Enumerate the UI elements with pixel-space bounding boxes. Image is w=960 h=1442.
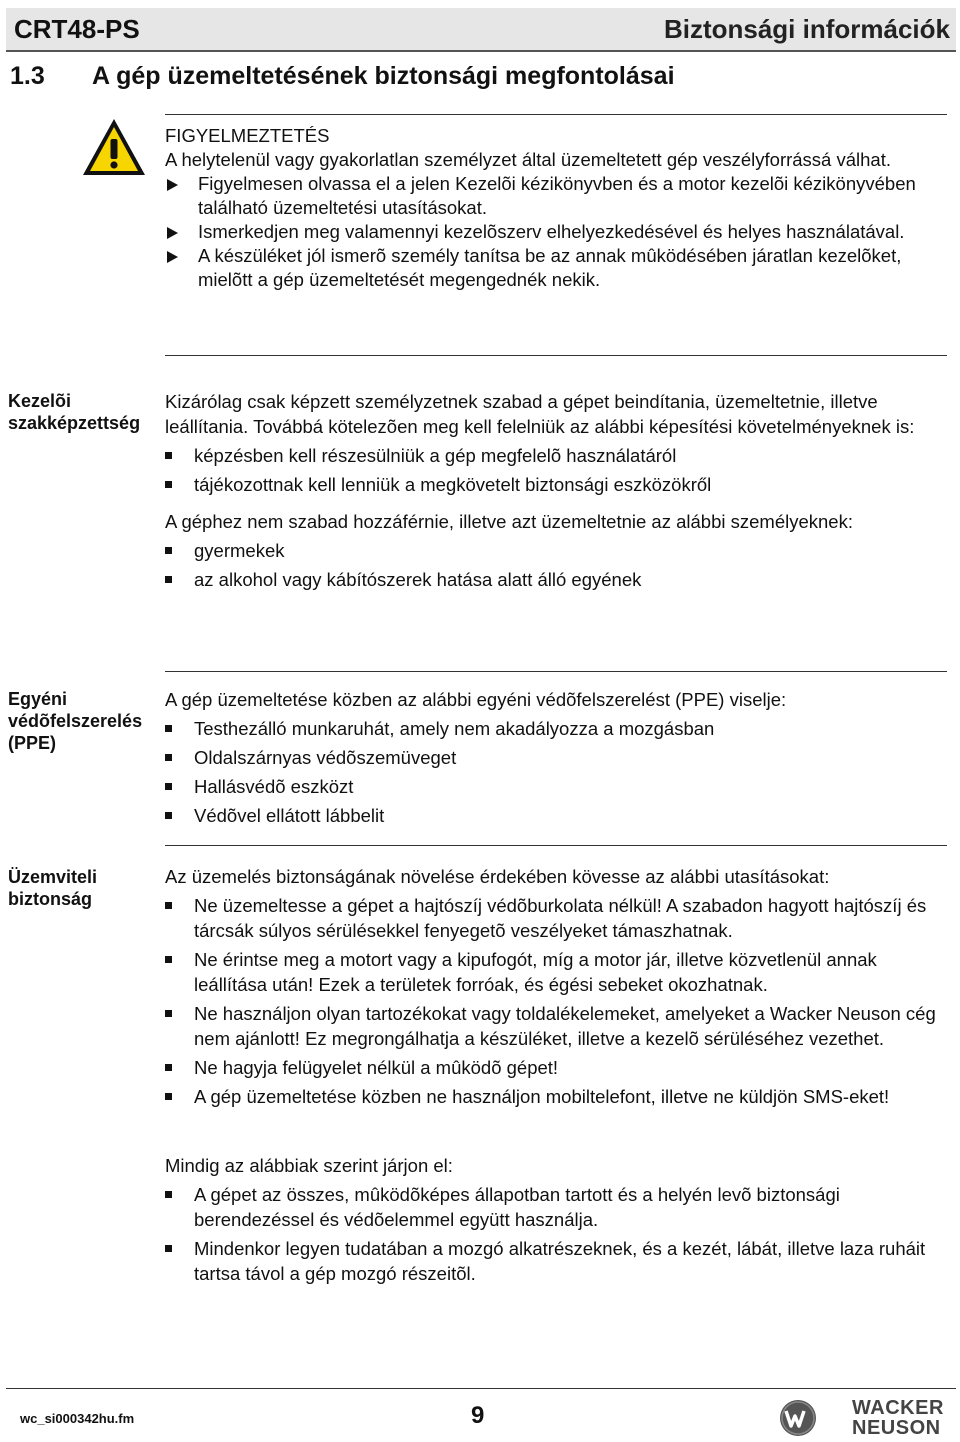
side-label-ppe: Egyéni védõfelszerelés (PPE)	[8, 689, 143, 753]
list-item: Ne érintse meg a motort vagy a kipufogót, míg a motor jár, illetve közvetlenül annak leállítása után! Ezek a területek forróak, és égési sebeket okozhatnak.	[165, 947, 945, 997]
paragraph: Mindig az alábbiak szerint járjon el:	[165, 1155, 453, 1176]
list-item: A gépet az összes, mûködõképes állapotban tartott és a helyén levõ biztonsági berendezéssel és védõelemmel együtt használja.	[165, 1182, 945, 1232]
list-item: gyermekek	[165, 538, 945, 563]
warning-body: A helytelenül vagy gyakorlatlan személyzet által üzemeltetett gép veszélyforrássá válhat.	[165, 149, 891, 170]
logo-word-2: NEUSON	[852, 1417, 941, 1439]
list-item: Oldalszárnyas védõszemüveget	[165, 745, 945, 770]
section-title: A gép üzemeltetésének biztonsági megfontolásai	[92, 62, 675, 90]
operator-training-section	[165, 389, 945, 592]
warning-list	[165, 172, 945, 292]
list-item: Ne használjon olyan tartozékokat vagy toldalékelemeket, amelyeket a Wacker Neuson cég nem ajánlott! Ez megrongálhatja a készüléket, illetve a kezelõ sérüléséhez vezethet.	[165, 1001, 945, 1051]
section-number: 1.3	[10, 62, 45, 90]
model-name: CRT48-PS	[14, 14, 140, 44]
bullet-list	[165, 716, 945, 828]
list-item: Hallásvédõ eszközt	[165, 774, 945, 799]
bullet-list	[165, 538, 945, 592]
logo-wordmark	[852, 1398, 944, 1438]
list-item: az alkohol vagy kábítószerek hatása alatt álló egyének	[165, 567, 945, 592]
list-item: A készüléket jól ismerõ személy tanítsa be az annak mûködésében járatlan kezelõket, mielõtt a gép üzemeltetését megengednék nekik.	[165, 244, 945, 292]
list-item: Mindenkor legyen tudatában a mozgó alkatrészeknek, és a kezét, lábát, illetve laza ruháit tartsa távol a gép mozgó részeitõl.	[165, 1236, 945, 1286]
warning-triangle-icon	[80, 116, 148, 178]
paragraph: A géphez nem szabad hozzáférnie, illetve azt üzemeltetnie az alábbi személyeknek:	[165, 511, 853, 532]
list-item: tájékozottnak kell lenniük a megkövetelt biztonsági eszközökről	[165, 472, 945, 497]
list-item: Ne hagyja felügyelet nélkül a mûködõ gépet!	[165, 1055, 945, 1080]
divider	[165, 114, 947, 115]
list-item: képzésben kell részesülniük a gép megfelelõ használatáról	[165, 443, 945, 468]
brand-logo	[778, 1396, 956, 1440]
list-item: Figyelmesen olvassa el a jelen Kezelõi kézikönyvben és a motor kezelõi kézikönyvében található üzemeltetési utasításokat.	[165, 172, 945, 220]
bullet-list	[165, 893, 945, 1109]
section-heading	[10, 62, 675, 91]
footer-divider	[6, 1388, 956, 1389]
chapter-title: Biztonsági információk	[663, 14, 950, 44]
side-label-operating-safety: Üzemviteli biztonság	[8, 867, 98, 909]
divider	[165, 671, 947, 672]
warning-box	[165, 124, 945, 292]
footer-filename: wc_si000342hu.fm	[20, 1411, 135, 1426]
ppe-section	[165, 687, 945, 828]
paragraph: Kizárólag csak képzett személyzetnek szabad a gépet beindítania, üzemeltetnie, illetve leállítania. Továbbá kötelezõen meg kell felelniük az alábbi képesítési követelményeknek is:	[165, 391, 915, 437]
list-item: Ne üzemeltesse a gépet a hajtószíj védõburkolata nélkül! A szabadon hagyott hajtószíj és tárcsák súlyos sérülésekkel fenyegetõ veszélyeket támaszhatnak.	[165, 893, 945, 943]
operating-safety-section	[165, 864, 945, 1286]
side-label-operator-training: Kezelõi szakképzettség	[8, 391, 141, 433]
wacker-neuson-logo-icon	[778, 1398, 818, 1438]
bullet-list	[165, 1182, 945, 1286]
paragraph: Az üzemelés biztonságának növelése érdekében kövesse az alábbi utasításokat:	[165, 866, 830, 887]
warning-title: FIGYELMEZTETÉS	[165, 125, 330, 146]
list-item: Testhezálló munkaruhát, amely nem akadályozza a mozgásban	[165, 716, 945, 741]
page-header	[6, 8, 956, 52]
divider	[165, 845, 947, 846]
list-item: A gép üzemeltetése közben ne használjon mobiltelefont, illetve ne küldjön SMS-eket!	[165, 1084, 945, 1109]
page-number: 9	[471, 1402, 485, 1429]
logo-word-1: WACKER	[852, 1397, 944, 1419]
divider	[165, 355, 947, 356]
list-item: Ismerkedjen meg valamennyi kezelõszerv elhelyezkedésével és helyes használatával.	[165, 220, 945, 244]
list-item: Védõvel ellátott lábbelit	[165, 803, 945, 828]
paragraph: A gép üzemeltetése közben az alábbi egyéni védõfelszerelést (PPE) viselje:	[165, 689, 787, 710]
bullet-list	[165, 443, 945, 497]
